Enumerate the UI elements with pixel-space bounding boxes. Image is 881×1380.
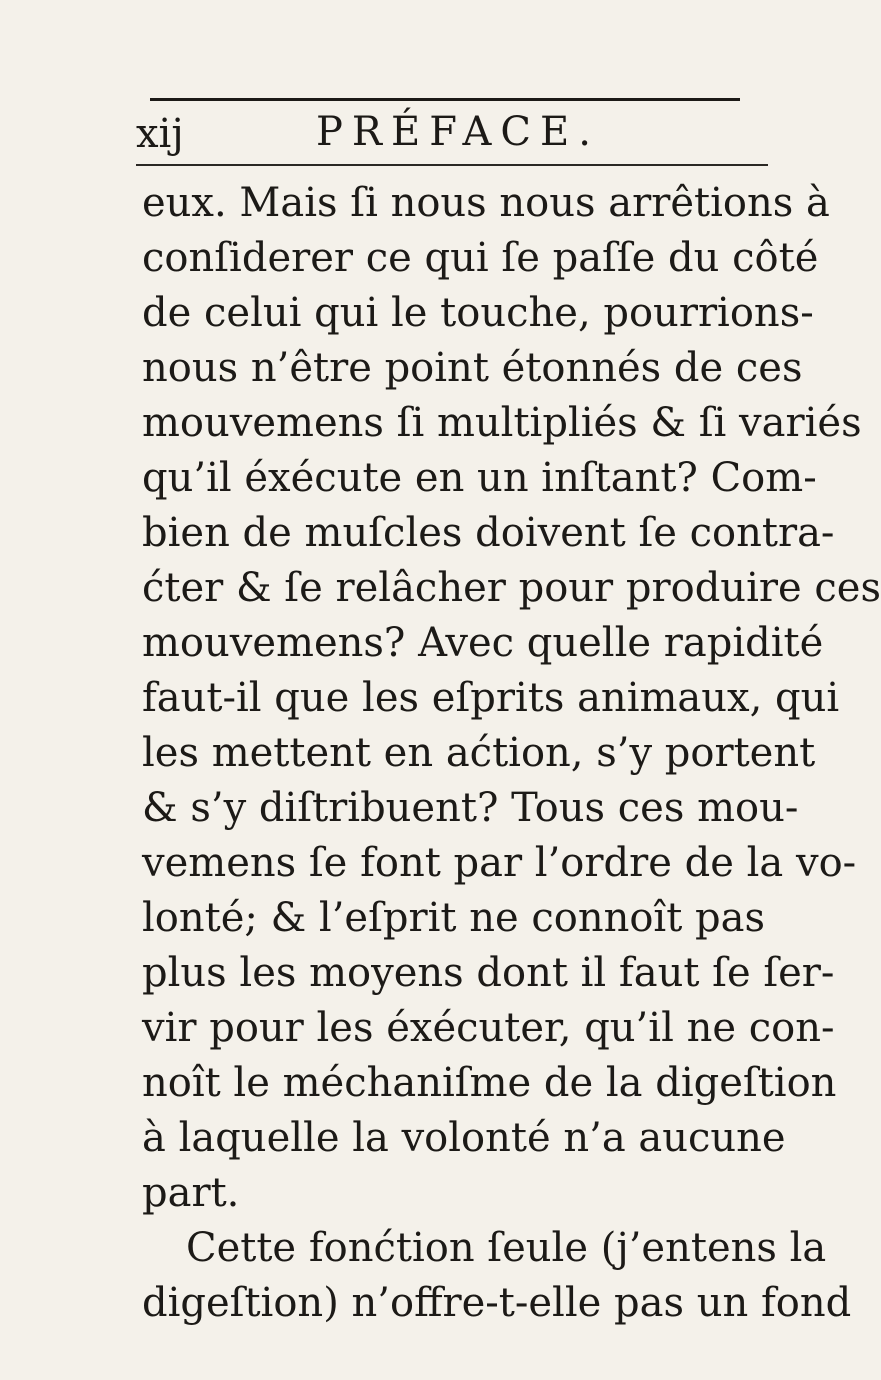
paragraph-start-line: Cette fonćtion ſeule (j’entens la [186, 1225, 827, 1271]
text-line: & s’y diſtribuent? Tous ces mou- [142, 785, 799, 831]
top-rule [150, 98, 740, 101]
text-line: de celui qui le touche, pourrions- [142, 290, 814, 336]
page-header [136, 104, 776, 160]
paragraph-end-line: part. [142, 1170, 240, 1216]
text-line: eux. Mais ſi nous nous arrêtions à [142, 180, 830, 226]
running-title: PRÉFACE. [316, 109, 600, 155]
text-line: ćter & ſe relâcher pour produire ces [142, 565, 881, 611]
page-number: xij [136, 111, 184, 157]
text-line: noît le méchaniſme de la digeſtion [142, 1060, 837, 1106]
header-rule [136, 164, 768, 166]
text-line: à laquelle la volonté n’a aucune [142, 1115, 786, 1161]
text-line: conſiderer ce qui ſe paſſe du côté [142, 235, 819, 281]
text-line: mouvemens ſi multipliés & ſi variés [142, 400, 862, 446]
text-line: vemens ſe font par l’ordre de la vo- [142, 840, 857, 886]
text-line: les mettent en aćtion, s’y portent [142, 730, 816, 776]
text-line: bien de muſcles doivent ſe contra- [142, 510, 835, 556]
body-text [142, 176, 881, 1331]
text-line: vir pour les éxécuter, qu’il ne con- [142, 1005, 835, 1051]
text-line: mouvemens? Avec quelle rapidité [142, 620, 824, 666]
text-line: qu’il éxécute en un inſtant? Com- [142, 455, 817, 501]
text-line: nous n’être point étonnés de ces [142, 345, 803, 391]
text-line: digeſtion) n’offre-t-elle pas un fond [142, 1280, 852, 1326]
text-line: plus les moyens dont il faut ſe ſer- [142, 950, 835, 996]
text-line: faut-il que les eſprits animaux, qui [142, 675, 840, 721]
text-line: lonté; & l’eſprit ne connoît pas [142, 895, 765, 941]
